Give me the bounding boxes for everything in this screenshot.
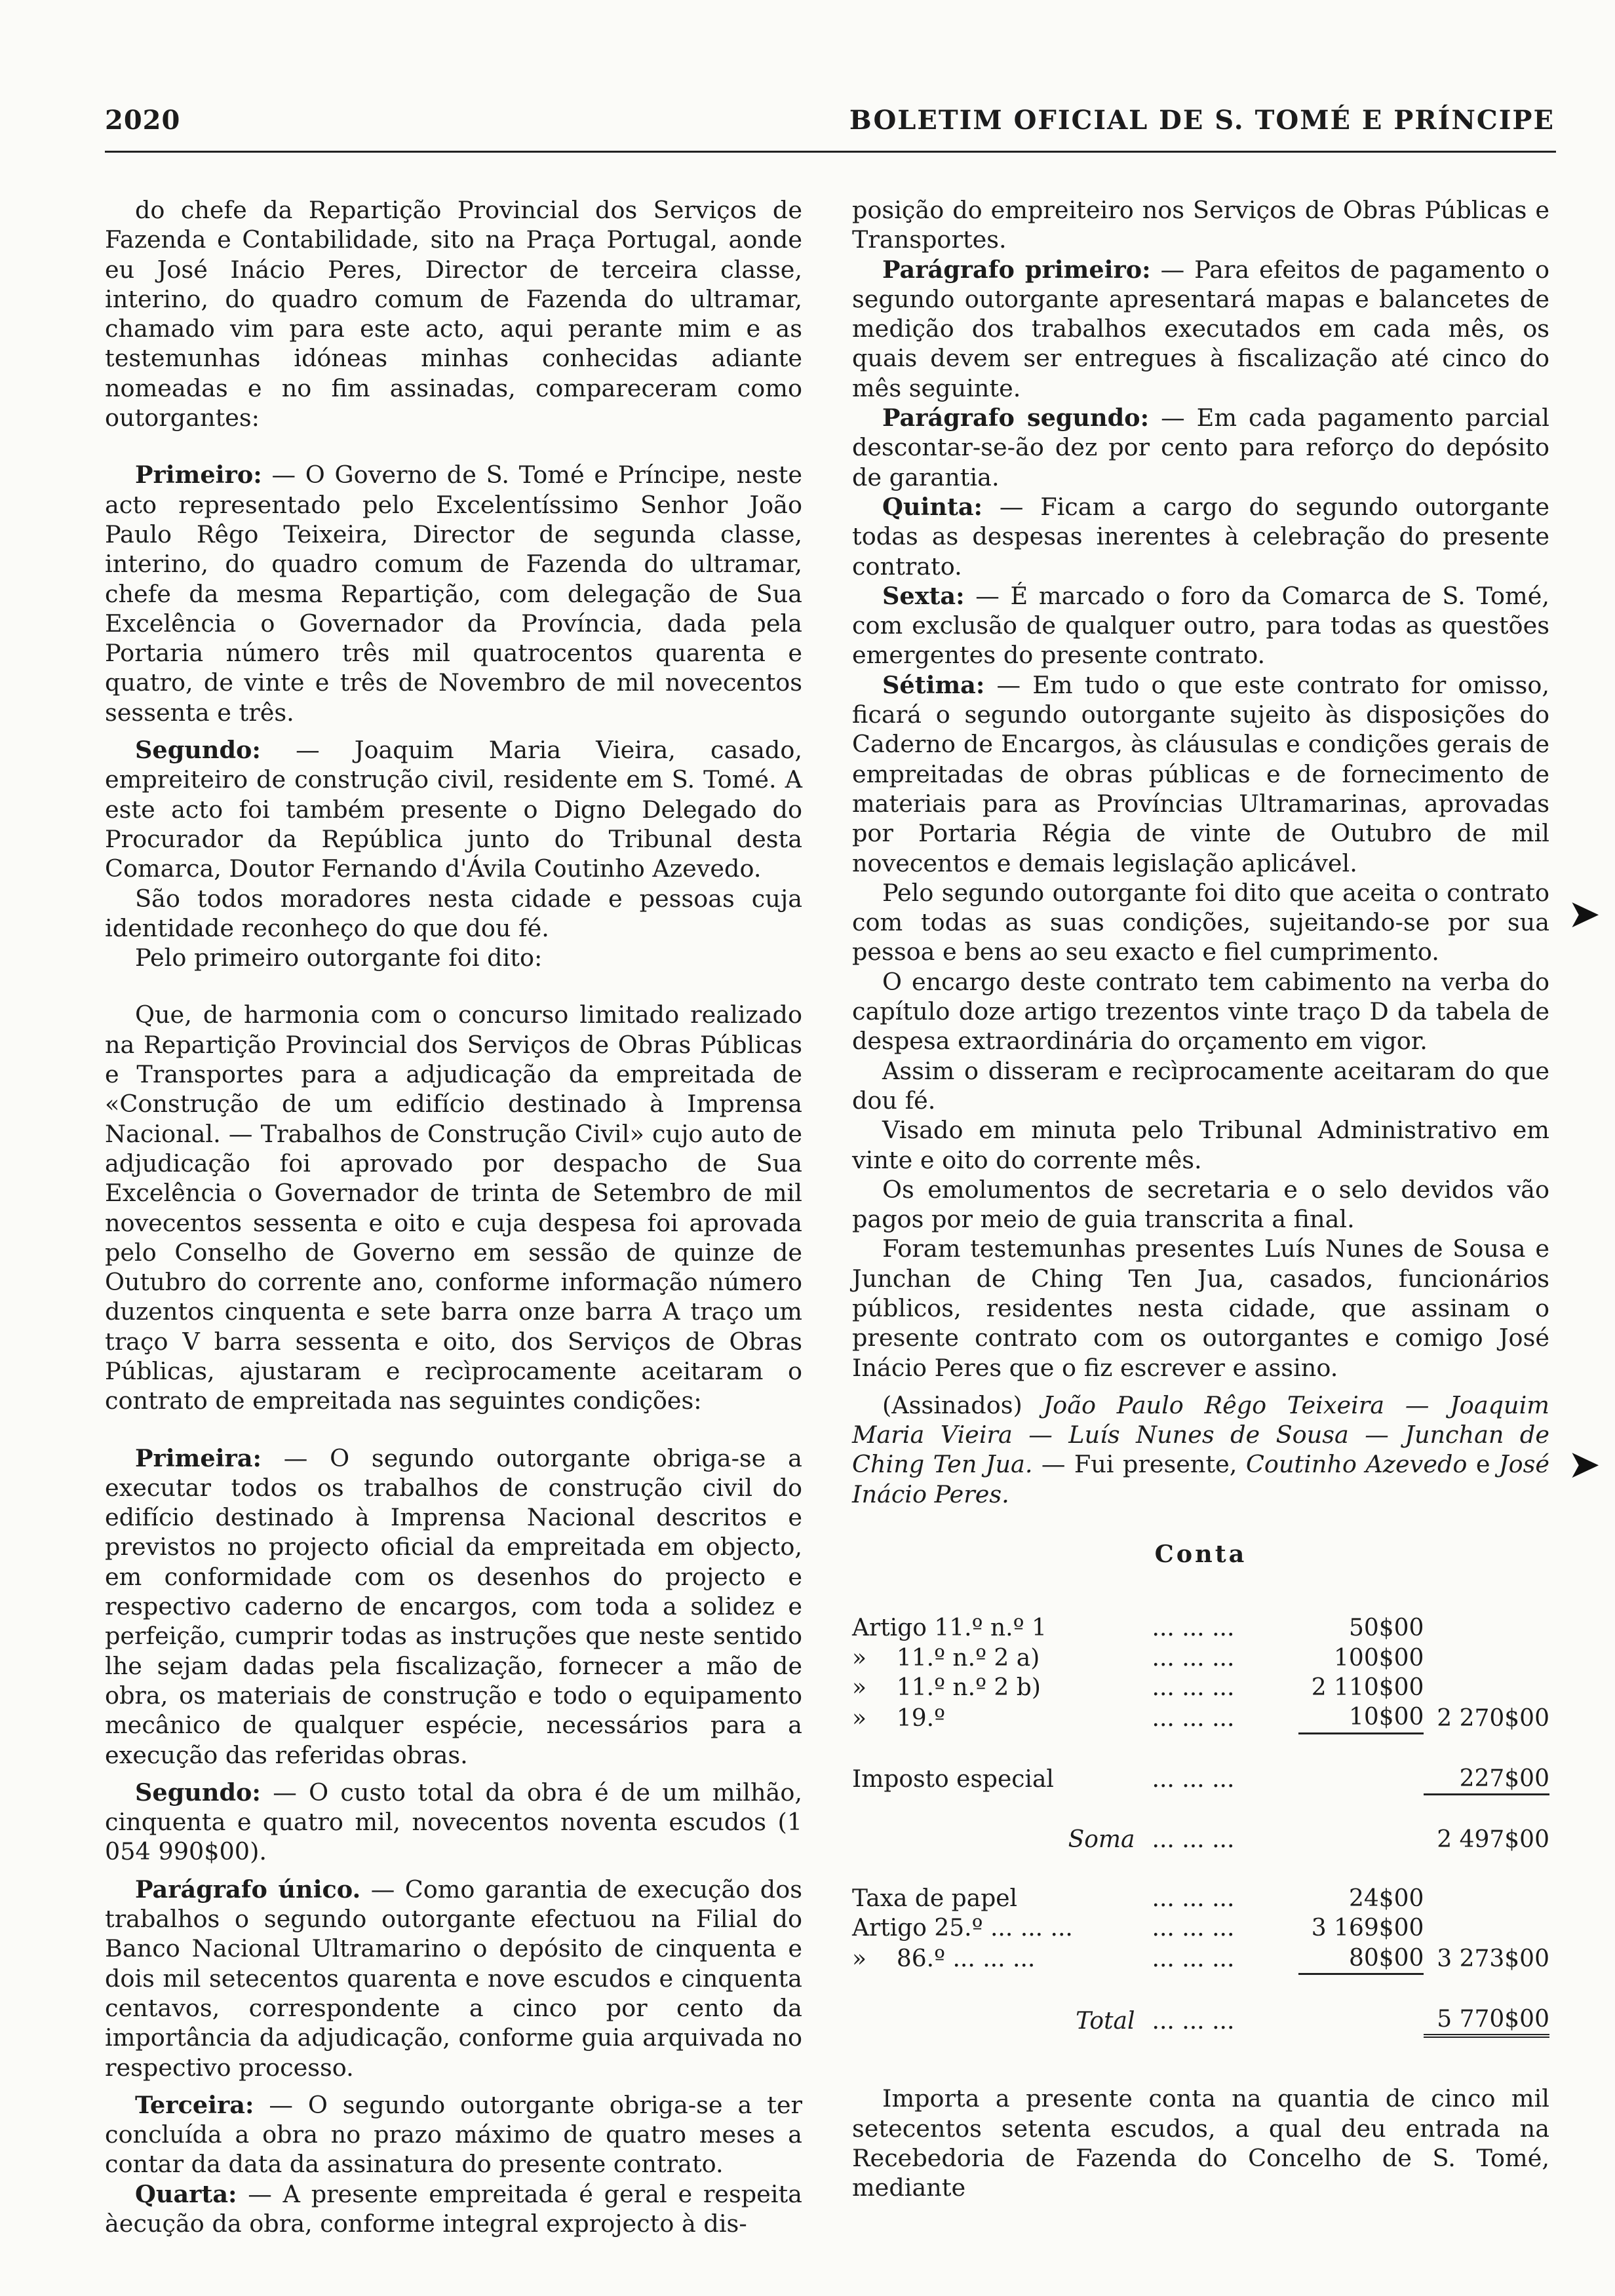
table-row bbox=[852, 1943, 1549, 1974]
segunda-paragraph bbox=[105, 1778, 802, 1867]
row-label: Artigo 25.º bbox=[852, 1915, 983, 1942]
sexta-paragraph bbox=[852, 581, 1549, 670]
row-label: Taxa de papel bbox=[852, 1885, 1018, 1913]
terceira-text: — O segundo outorgante obriga-se a ter concluída a obra no prazo máximo de quatro meses a contar da data da assinatura do presente contrato. bbox=[105, 2090, 802, 2179]
moradores-paragraph: São todos moradores nesta cidade e pessoas cuja identidade reconheço do que dou fé. bbox=[105, 884, 802, 942]
harmonia-paragraph: Que, de harmonia com o concurso limitado realizado na Repartição Provincial dos Serviços de Obras Públicas e Transportes para a adjudicação da empreitada de «Construção de um edifício destinado à Imprensa Nacional. — Trabalhos de Construção Civil» cujo auto de adjudicação foi aprovado por despacho de Sua Excelência o Governador de trinta de Setembro de mil novecentos sessenta e oito e cuja despesa foi aprovada pelo Conselho de Governo em sessão de quinze de Outubro do corrente ano, conforme informação número duzentos cinquenta e sete barra onze barra A traço um traço V barra sessenta e oito, dos Serviços de Obras Públicas, ajustaram e recìprocamente aceitaram o contrato de empreitada nas seguintes condições: bbox=[105, 1001, 802, 1415]
total-label: Total bbox=[1076, 2008, 1135, 2035]
table-row bbox=[852, 1913, 1549, 1943]
subtotal: 3 273$00 bbox=[1437, 1945, 1549, 1973]
table-row bbox=[852, 1825, 1549, 1854]
row-amount: 10$00 bbox=[1298, 1702, 1424, 1733]
quinta-label: Quinta: bbox=[882, 492, 983, 521]
continuation-paragraph: posição do empreiteiro nos Serviços de Obras Públicas e Transportes. bbox=[852, 196, 1549, 254]
leader-dots: ... ... ... bbox=[1152, 1885, 1235, 1913]
subtotal: 2 270$00 bbox=[1437, 1704, 1549, 1732]
grand-total: 5 770$00 bbox=[1424, 2004, 1549, 2036]
leader-dots: ... ... ... bbox=[1152, 1644, 1235, 1672]
quinta-paragraph bbox=[852, 492, 1549, 581]
leader-dots: ... ... ... bbox=[1152, 2008, 1235, 2035]
setima-text: — Em tudo o que este contrato for omisso, ficará o segundo outorgante sujeito às disposições do Caderno de Encargos, às cláusulas e condições gerais de empreitadas de obras públicas e de fornecimento de materiais para as Províncias Ultramarinas, aprovadas por Portaria Régia de vinte de Outubro de mil novecentos e demais legislação aplicável. bbox=[852, 670, 1549, 877]
assinados-paragraph bbox=[852, 1390, 1549, 1509]
row-label: 19.º bbox=[896, 1704, 945, 1732]
row-label: 11.º n.º 2 a) bbox=[896, 1644, 1040, 1672]
row-label: Imposto especial bbox=[852, 1766, 1054, 1793]
sexta-text: — É marcado o foro da Comarca de S. Tomé, com exclusão de qualquer outro, para todas as questões emergentes do presente contrato. bbox=[852, 581, 1549, 670]
row-amount: 24$00 bbox=[1348, 1885, 1424, 1913]
primeira-paragraph bbox=[105, 1444, 802, 1770]
opening-paragraph: do chefe da Repartição Provincial dos Serviços de Fazenda e Contabilidade, sito na Praça Portugal, aonde eu José Inácio Peres, Director de terceira classe, interino, do quadro comum de Fazenda do ultramar, chamado vim para este acto, aqui perante mim e as testemunhas idóneas minhas conhecidas adiante nomeadas e no fim assinadas, compareceram como outorgantes: bbox=[105, 196, 802, 432]
soma-label: Soma bbox=[1068, 1826, 1135, 1853]
leader-dots: ... ... ... bbox=[990, 1915, 1073, 1942]
ditto-mark: » bbox=[852, 1945, 867, 1973]
segundo-label: Segundo: bbox=[135, 736, 261, 765]
primeiro-text: — O Governo de S. Tomé e Príncipe, neste acto representado pelo Excelentíssimo Senhor João Paulo Rêgo Teixeira, Director de segunda classe, interino, do quadro comum de Fazenda do ultramar, chefe da mesma Repartição, com delegação de Sua Excelência o Governador da Província, dada pela Portaria número três mil quatrocentos quarenta e quatro, de vinte e três de Novembro de mil novecentos sessenta e três. bbox=[105, 461, 802, 727]
ditto-mark: » bbox=[852, 1704, 867, 1732]
segunda-text: — O custo total da obra é de um milhão, cinquenta e quatro mil, novecentos noventa escudos (1 054 990$00). bbox=[105, 1778, 802, 1866]
paragrafo-unico-label: Parágrafo único. bbox=[135, 1875, 361, 1904]
witness-name-2: José Inácio Peres. bbox=[852, 1450, 1550, 1508]
ditto-mark: » bbox=[852, 1644, 867, 1672]
table-row bbox=[852, 1764, 1549, 1795]
leader-dots: ... ... ... bbox=[952, 1945, 1036, 1973]
row-amount: 100$00 bbox=[1334, 1644, 1424, 1672]
segundo-paragraph bbox=[105, 735, 802, 883]
leader-dots: ... ... ... bbox=[1152, 1915, 1235, 1942]
primeiro-paragraph bbox=[105, 460, 802, 727]
paragrafo-segundo-paragraph bbox=[852, 403, 1549, 492]
primeira-text: — O segundo outorgante obriga-se a executar todos os trabalhos de construção civil do edifício destinado à Imprensa Nacional descritos e previstos no projecto oficial da empreitada em objecto, em conformidade com os desenhos do projecto e respectivo caderno de encargos, com toda a solidez e perfeição, cumprir todas as instruções que neste sentido lhe sejam dadas pela fiscalização, fornecer a mão de obra, os materiais de construção e todo o equipamento mecânico de qualquer espécie, necessários para a execução das referidas obras. bbox=[105, 1444, 802, 1769]
aceita-paragraph: Pelo segundo outorgante foi dito que aceita o contrato com todas as suas condições, sujeitando-se por sua pessoa e bens ao seu exacto e fiel cumprimento. bbox=[852, 878, 1549, 966]
quinta-text: — Ficam a cargo do segundo outorgante todas as despesas inerentes à celebração do presente contrato. bbox=[852, 492, 1549, 581]
terceira-label: Terceira: bbox=[135, 2090, 254, 2119]
encargo-paragraph: O encargo deste contrato tem cabimento na verba do capítulo doze artigo trezentos vinte traço D da tabela de despesa extraordinária do orçamento em vigor. bbox=[852, 967, 1549, 1056]
paragrafo-primeiro-paragraph bbox=[852, 255, 1549, 403]
table-row bbox=[852, 1702, 1549, 1733]
table-row bbox=[852, 1884, 1549, 1913]
leader-dots: ... ... ... bbox=[1152, 1945, 1235, 1973]
quarta-paragraph bbox=[105, 2179, 802, 2239]
row-amount: 50$00 bbox=[1348, 1615, 1424, 1642]
page-number: 2020 bbox=[105, 105, 181, 136]
leader-dots: ... ... ... bbox=[1152, 1615, 1235, 1642]
segundo-text: — Joaquim Maria Vieira, casado, empreiteiro de construção civil, residente em S. Tomé. A este acto foi também presente o Digno Delegado do Procurador da República junto do Tribunal desta Comarca, Doutor Fernando d'Ávila Coutinho Azevedo. bbox=[105, 736, 802, 883]
row-amount: 2 110$00 bbox=[1311, 1674, 1424, 1701]
terceira-paragraph bbox=[105, 2090, 802, 2179]
table-row bbox=[852, 1613, 1549, 1643]
primeiro-outorgante-line: Pelo primeiro outorgante foi dito: bbox=[135, 944, 543, 972]
left-column bbox=[105, 195, 802, 2238]
primeira-label: Primeira: bbox=[135, 1444, 262, 1472]
binding-mark-icon: ➤ bbox=[1567, 1442, 1601, 1487]
subtotal: 227$00 bbox=[1424, 1764, 1549, 1795]
paragrafo-unico-paragraph bbox=[105, 1875, 802, 2082]
publication-title: BOLETIM OFICIAL DE S. TOMÉ E PRÍNCIPE bbox=[849, 105, 1555, 136]
ditto-mark: » bbox=[852, 1674, 867, 1701]
row-label: 86.º bbox=[896, 1945, 945, 1973]
paragrafo-primeiro-label: Parágrafo primeiro: bbox=[882, 255, 1151, 284]
witness-name-1: Coutinho Azevedo bbox=[1245, 1450, 1468, 1479]
leader-dots: ... ... ... bbox=[1152, 1766, 1235, 1793]
segunda-label: Segundo: bbox=[135, 1778, 261, 1807]
leader-dots: ... ... ... bbox=[1152, 1826, 1235, 1853]
table-row bbox=[852, 1643, 1549, 1673]
header-rule bbox=[105, 151, 1556, 153]
right-column bbox=[852, 195, 1549, 2203]
row-amount: 3 169$00 bbox=[1311, 1915, 1424, 1942]
leader-dots: ... ... ... bbox=[1152, 1674, 1235, 1701]
fui-presente-text: — Fui presente, bbox=[1032, 1450, 1246, 1479]
visado-paragraph: Visado em minuta pelo Tribunal Administrativo em vinte e oito do corrente mês. bbox=[852, 1116, 1549, 1174]
closing-paragraph: Importa a presente conta na quantia de cinco mil setecentos setenta escudos, a qual deu entrada na Recebedoria de Fazenda do Concelho de S. Tomé, mediante bbox=[852, 2084, 1549, 2202]
table-row bbox=[852, 1673, 1549, 1702]
leader-dots: ... ... ... bbox=[1152, 1704, 1235, 1732]
assinados-prefix: (Assinados) bbox=[882, 1390, 1043, 1419]
setima-paragraph bbox=[852, 670, 1549, 878]
conta-heading: Conta bbox=[1154, 1540, 1247, 1569]
disseram-paragraph: Assim o disseram e recìprocamente aceitaram do que dou fé. bbox=[852, 1056, 1549, 1115]
conta-table bbox=[852, 1613, 1549, 2038]
quarta-label: Quarta: bbox=[135, 2179, 237, 2208]
primeiro-label: Primeiro: bbox=[135, 461, 262, 489]
sexta-label: Sexta: bbox=[882, 581, 965, 610]
paragrafo-primeiro-text: — Para efeitos de pagamento o segundo outorgante apresentará mapas e balancetes de medição dos trabalhos executados em cada mês, os quais devem ser entregues à fiscalização até cinco do mês seguinte. bbox=[852, 255, 1549, 402]
table-row bbox=[852, 2004, 1549, 2036]
signatory-names: João Paulo Rêgo Teixeira — Joaquim Maria Vieira — Luís Nunes de Sousa — Junchan de Ching Ten Jua. bbox=[852, 1390, 1549, 1479]
row-amount: 80$00 bbox=[1298, 1943, 1424, 1974]
binding-mark-icon: ➤ bbox=[1567, 891, 1601, 937]
and-text: e bbox=[1467, 1450, 1499, 1479]
row-label: 11.º n.º 2 b) bbox=[896, 1674, 1041, 1701]
testemunhas-paragraph: Foram testemunhas presentes Luís Nunes de Sousa e Junchan de Ching Ten Jua, casados, funcionários públicos, residentes nesta cidade, que assinam o presente contrato com os outorgantes e comigo José Inácio Peres que o fiz escrever e assino. bbox=[852, 1234, 1549, 1382]
paragrafo-segundo-label: Parágrafo segundo: bbox=[882, 404, 1150, 432]
quarta-text: — A presente empreitada é geral e respeita àecução da obra, conforme integral exprojecto à dis- bbox=[105, 2179, 802, 2238]
setima-label: Sétima: bbox=[882, 670, 985, 699]
paragrafo-segundo-text: — Em cada pagamento parcial descontar-se-ão dez por cento para reforço do depósito de garantia. bbox=[852, 404, 1550, 491]
row-label: Artigo 11.º n.º 1 bbox=[852, 1615, 1047, 1642]
paragrafo-unico-text: — Como garantia de execução dos trabalhos o segundo outorgante efectuou na Filial do Banco Nacional Ultramarino o depósito de cinquenta e dois mil setecentos quarenta e nove escudos e cinquenta centavos, correspondente a cinco por cento da importância da adjudicação, conforme guia arquivada no respectivo processo. bbox=[105, 1875, 802, 2082]
soma-total: 2 497$00 bbox=[1437, 1826, 1549, 1853]
emolumentos-paragraph: Os emolumentos de secretaria e o selo devidos vão pagos por meio de guia transcrita a final. bbox=[852, 1175, 1549, 1234]
